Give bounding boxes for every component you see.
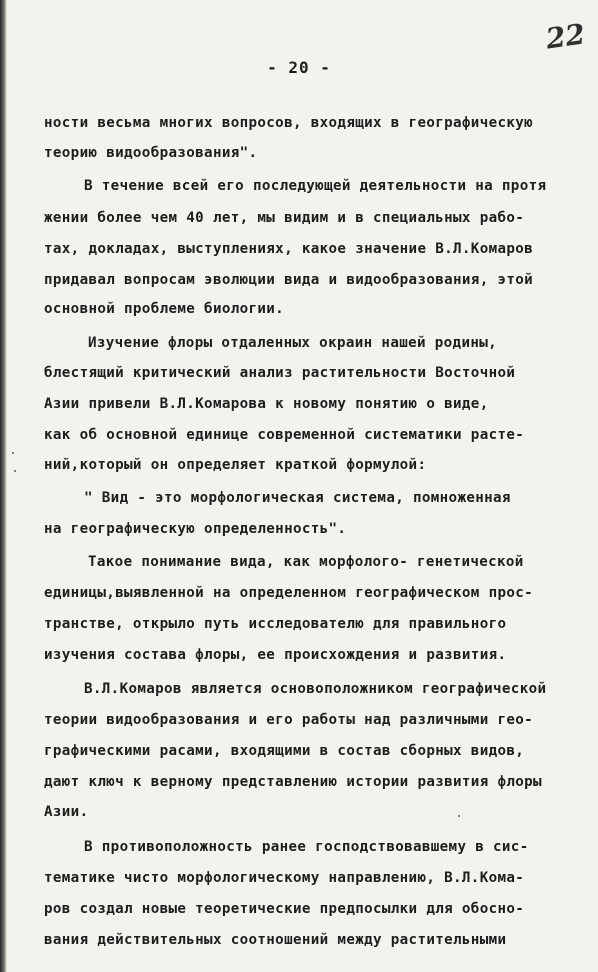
text-line: графическими расами, входящими в состав сборных видов,	[44, 743, 525, 759]
text-line: В течение всей его последующей деятельности на протя	[84, 178, 547, 194]
text-line: теорию видообразования".	[44, 145, 258, 161]
text-line: теории видообразования и его работы над различными гео-	[44, 712, 534, 728]
text-line: единицы,выявленной на определенном географическом прос-	[44, 585, 534, 601]
scan-speck	[12, 452, 14, 454]
text-line: изучения состава флоры, ее происхождения и развития.	[44, 647, 507, 663]
text-line: как об основной единице современной систематики расте-	[44, 427, 525, 443]
text-line: Азии.	[44, 804, 89, 820]
text-line: основной проблеме биологии.	[44, 301, 285, 317]
text-line: блестящий критический анализ растительности Восточной	[44, 365, 516, 381]
text-line: вания действительных соотношений между растительными	[44, 932, 507, 948]
text-line: ров создал новые теоретические предпосылки для обосно-	[44, 901, 525, 917]
scan-page-edge	[0, 0, 7, 972]
text-line: дают ключ к верному представлению истории развития флоры	[44, 774, 542, 790]
text-line: транстве, открыло путь исследователю для правильного	[44, 616, 507, 632]
text-line: Изучение флоры отдаленных окраин нашей родины,	[88, 335, 498, 351]
scan-speck	[458, 815, 460, 817]
text-line: Азии привели В.Л.Комарова к новому понятию о виде,	[44, 396, 489, 412]
page-number: - 20 -	[267, 58, 331, 77]
text-line: " Вид - это морфологическая система, помноженная	[84, 490, 511, 506]
text-line: Такое понимание вида, как морфолого- генетической	[88, 554, 524, 570]
text-line: тематике чисто морфологическому направлению, В.Л.Кома-	[44, 870, 525, 886]
scan-speck	[14, 470, 16, 472]
text-line: придавал вопросам эволюции вида и видообразования, этой	[44, 272, 534, 288]
text-line: жении более чем 40 лет, мы видим и в специальных рабо-	[44, 210, 525, 226]
text-line: на географическую определенность".	[44, 521, 347, 537]
text-line: В.Л.Комаров является основоположником географической	[84, 681, 547, 697]
handwritten-archive-number: 22	[543, 17, 588, 56]
text-line: ний,который он определяет краткой формулой:	[44, 457, 427, 473]
text-line: В противоположность ранее господствовавшему в сис-	[84, 839, 529, 855]
text-line: ности весьма многих вопросов, входящих в географическую	[44, 115, 534, 131]
text-line: тах, докладах, выступлениях, какое значение В.Л.Комаров	[44, 241, 534, 257]
